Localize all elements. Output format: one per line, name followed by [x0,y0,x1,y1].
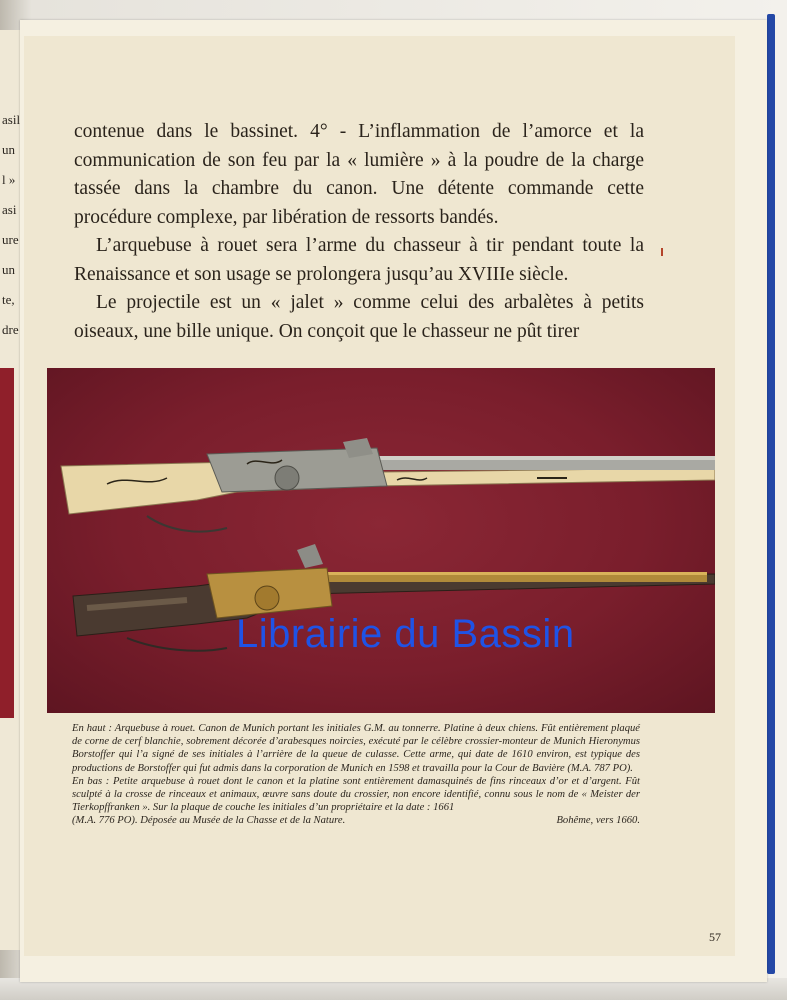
left-page-fragment: ure [2,232,19,247]
left-page-fragment: un [2,142,15,157]
book-cover-spine [767,14,775,974]
page-number: 57 [709,930,721,944]
paragraph: L’arquebuse à rouet sera l’arme du chasseur à tir pendant toute la Renaissance et son usage se prolongera jusqu’au XVIIIe siècle. [74,235,644,285]
ink-mark [661,248,663,256]
caption-top: En haut : Arquebuse à rouet. Canon de Munich portant les initiales G.M. au tonnerre. Platine à deux chiens. Fût entièrement plaqué de corne de cerf blanchie, sobrement décorée d’arabesques noircies, exécuté par le célèbre crossier-monteur de Munich Hieronymus Borstoffer qui l’a signé de ses initiales à l’arrière de la queue de culasse. Cette arme, qui date de 1610 environ, est typique des productions de Borstoffer qui fut admis dans la corporation de Munich en 1598 et travailla pour la Cour de Bavière (M.A. 787 PO). [72,723,640,774]
arquebus-photo [47,368,715,713]
left-page-photo-edge [0,368,14,718]
left-page-fragment: asi [2,202,17,217]
left-page-fragment: l » [2,172,16,187]
left-page-fragment: asil [2,112,21,127]
caption-origin: Bohême, vers 1660. [556,815,640,827]
body-text [74,118,644,346]
watermark: Librairie du Bassin [236,612,575,656]
caption-bottom: En bas : Petite arquebuse à rouet dont le canon et la platine sont entièrement damasquinés de fins rinceaux d’or et d’argent. Fût sculpté à la crosse de rinceaux et animaux, œuvre sans doute du crossier, non encore identifié, connu sous le nom de « Meister der Tierkopffranken ». Sur la plaque de couche les initiales d’un propriétaire et la date : 1661 [72,775,640,814]
arquebus-illustration [47,368,715,713]
paragraph: contenue dans le bassinet. 4° - L’inflammation de l’amorce et la communication de son feu par la « lumière » à la poudre de la charge tassée dans la chambre du canon. Une détente commande cette procédure complexe, par libération de ressorts bandés. [74,121,644,228]
paragraph: Le projectile est un « jalet » comme celui des arbalètes à petits oiseaux, une bille unique. On conçoit que le chasseur ne pût tirer [74,292,644,342]
caption-bottom-last: (M.A. 776 PO). Déposée au Musée de la Chasse et de la Nature. [72,815,346,827]
left-page-fragment: un [2,262,15,277]
photo-caption [72,722,640,828]
left-page-fragment: te, [2,292,15,307]
upper-arquebus [61,438,715,532]
caption-last-line [72,814,640,827]
left-page-fragment: dre [2,322,19,337]
